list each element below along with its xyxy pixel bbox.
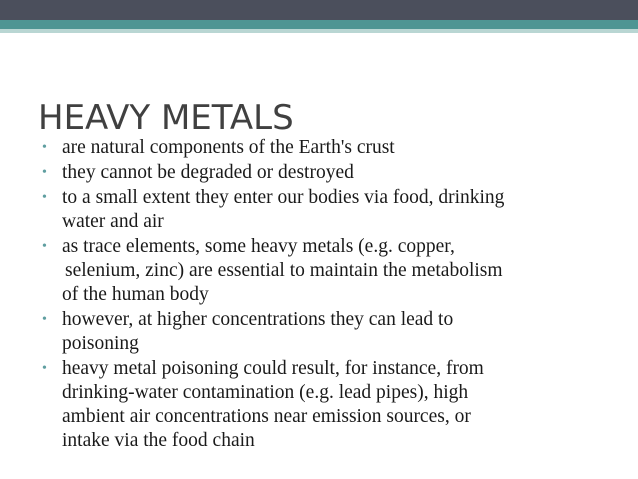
- bullet-icon: •: [42, 239, 47, 254]
- header-band-dark: [0, 0, 638, 20]
- header-band-light: [0, 29, 638, 33]
- bullet-list: [38, 136, 618, 454]
- bullet-icon: •: [42, 190, 47, 205]
- bullet-text-line: however, at higher concentrations they can lead to: [62, 309, 454, 330]
- bullet-text-line: water and air: [62, 211, 164, 232]
- bullet-text-line: they cannot be degraded or destroyed: [62, 162, 354, 183]
- bullet-text-line: drinking-water contamination (e.g. lead pipes), high: [62, 382, 469, 403]
- bullet-item: [38, 161, 618, 185]
- bullet-text-line: selenium, zinc) are essential to maintain the metabolism: [65, 260, 503, 281]
- bullet-item: [38, 235, 618, 307]
- bullet-icon: •: [42, 361, 47, 376]
- bullet-text-line: to a small extent they enter our bodies via food, drinking: [62, 187, 505, 208]
- bullet-icon: •: [42, 165, 47, 180]
- bullet-item: [38, 186, 618, 234]
- bullet-text-line: heavy metal poisoning could result, for instance, from: [62, 358, 484, 379]
- bullet-text-line: poisoning: [62, 333, 139, 354]
- header-band-accent: [0, 20, 638, 29]
- slide-title: HEAVY METALS: [38, 98, 294, 138]
- bullet-text-line: intake via the food chain: [62, 430, 255, 451]
- bullet-item: [38, 308, 618, 356]
- bullet-item: [38, 136, 618, 160]
- bullet-icon: •: [42, 140, 47, 155]
- bullet-text-line: ambient air concentrations near emission sources, or: [62, 406, 471, 427]
- bullet-icon: •: [42, 312, 47, 327]
- bullet-text-line: as trace elements, some heavy metals (e.g. copper,: [62, 236, 455, 257]
- bullet-item: [38, 357, 618, 453]
- bullet-text-line: of the human body: [62, 284, 209, 305]
- bullet-text-line: are natural components of the Earth's crust: [62, 137, 395, 158]
